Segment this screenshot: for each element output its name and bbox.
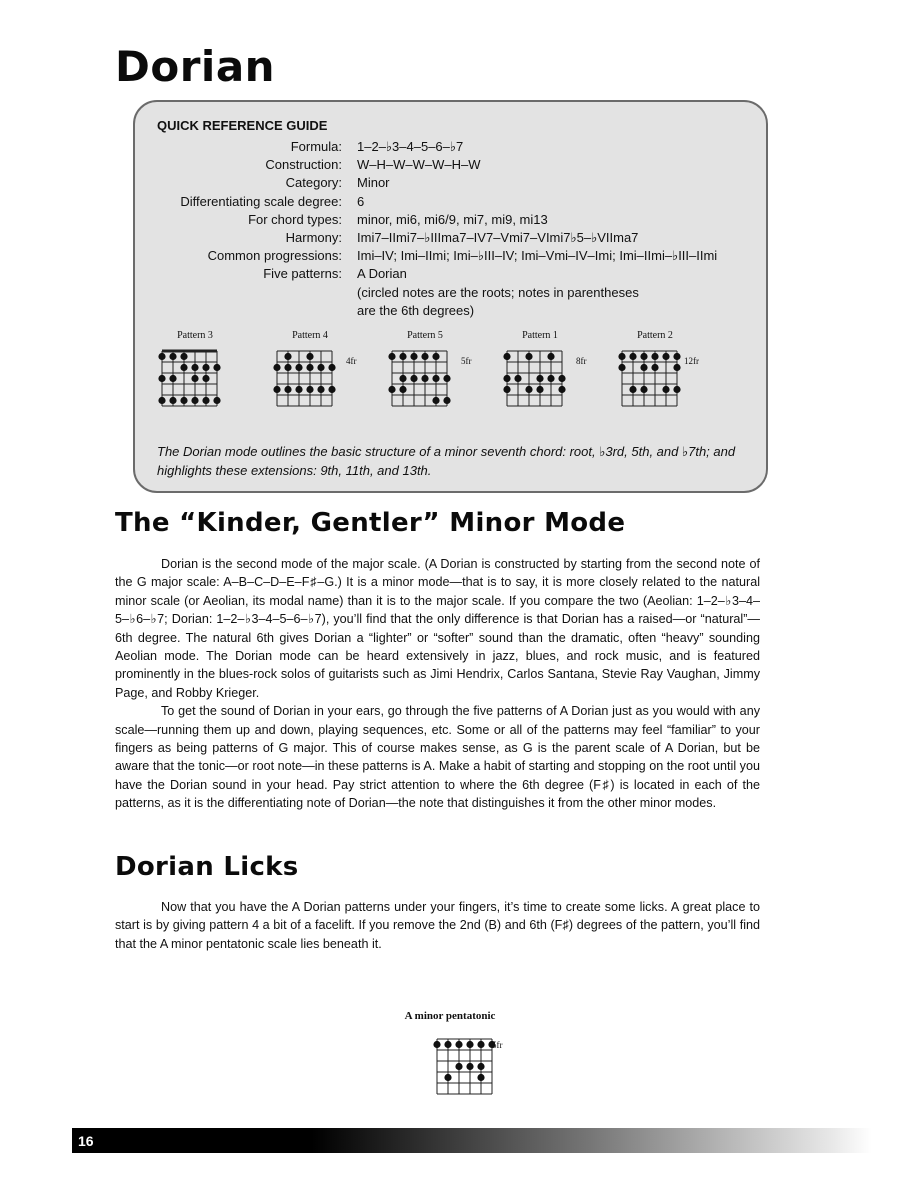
scale-note-dot: [191, 364, 198, 371]
qr-label-patterns: Five patterns:: [263, 266, 342, 282]
scale-note-dot: [295, 386, 302, 393]
scale-note-dot: [306, 364, 313, 371]
qr-value-construction: W–H–W–W–W–H–W: [357, 157, 481, 173]
scale-note-dot: [547, 375, 554, 382]
scale-note-dot: [662, 386, 669, 393]
pattern-5-fret-label: 5fr: [461, 356, 472, 366]
scale-note-dot: [673, 364, 680, 371]
scale-note-dot: [477, 1041, 484, 1048]
pattern-title: Pattern 4: [292, 330, 328, 341]
scale-note-dot: [455, 1063, 462, 1070]
scale-note-dot: [410, 353, 417, 360]
fretboard-diagram: [140, 347, 250, 409]
scale-note-dot: [295, 364, 302, 371]
pentatonic-title: A minor pentatonic: [404, 1010, 496, 1022]
qr-label-progressions: Common progressions:: [207, 248, 342, 264]
scale-note-dot: [640, 353, 647, 360]
qr-value-patterns: A Dorian: [357, 266, 407, 282]
qr-label-differentiating: Differentiating scale degree:: [180, 193, 342, 209]
scale-note-dot: [191, 397, 198, 404]
scale-note-dot: [514, 375, 521, 382]
scale-note-dot: [317, 386, 324, 393]
pattern-5-diagram: [370, 330, 480, 409]
scale-note-dot: [503, 375, 510, 382]
scale-note-dot: [158, 353, 165, 360]
scale-note-dot: [536, 375, 543, 382]
scale-note-dot: [629, 353, 636, 360]
qr-label-chord-types: For chord types:: [248, 211, 342, 227]
scale-note-dot: [558, 386, 565, 393]
qr-value-category: Minor: [357, 175, 390, 191]
scale-note-dot: [202, 397, 209, 404]
scale-note-dot: [547, 353, 554, 360]
scale-note-dot: [213, 397, 220, 404]
scale-note-dot: [317, 364, 324, 371]
section-heading-minor-mode: The “Kinder, Gentler” Minor Mode: [115, 508, 626, 538]
scale-note-dot: [640, 386, 647, 393]
scale-note-dot: [618, 364, 625, 371]
scale-note-dot: [421, 353, 428, 360]
pattern-2-fret-label: 12fr: [684, 356, 699, 366]
scale-note-dot: [399, 386, 406, 393]
scale-note-dot: [477, 1074, 484, 1081]
scale-note-dot: [503, 353, 510, 360]
scale-note-dot: [432, 375, 439, 382]
scale-note-dot: [443, 397, 450, 404]
qr-value-formula: 1–2–♭3–4–5–6–♭7: [357, 139, 464, 154]
scale-note-dot: [158, 397, 165, 404]
scale-note-dot: [536, 386, 543, 393]
page-number: 16: [78, 1133, 94, 1149]
scale-note-dot: [432, 353, 439, 360]
scale-note-dot: [673, 386, 680, 393]
scale-note-dot: [169, 353, 176, 360]
scale-note-dot: [444, 1041, 451, 1048]
scale-note-dot: [558, 375, 565, 382]
scale-note-dot: [399, 353, 406, 360]
scale-note-dot: [525, 353, 532, 360]
scale-note-dot: [273, 364, 280, 371]
scale-note-dot: [433, 1041, 440, 1048]
qr-label-construction: Construction:: [265, 157, 342, 173]
qr-value-progressions: Imi–IV; Imi–IImi; Imi–♭III–IV; Imi–Vmi–IV–Imi; Imi–IImi–♭III–IImi: [357, 248, 718, 264]
quick-reference-values: [357, 138, 762, 320]
scale-note-dot: [202, 364, 209, 371]
section-heading-dorian-licks: Dorian Licks: [115, 852, 299, 882]
scale-note-dot: [477, 1063, 484, 1070]
scale-note-dot: [328, 386, 335, 393]
section-minor-mode-body: [115, 555, 760, 813]
scale-note-dot: [432, 397, 439, 404]
qr-patterns-note-1: (circled notes are the roots; notes in parentheses: [357, 284, 639, 300]
qr-label-formula: Formula:: [290, 139, 342, 154]
qr-value-differentiating: 6: [357, 193, 365, 209]
pattern-title: Pattern 5: [407, 330, 443, 341]
scale-note-dot: [651, 364, 658, 371]
scale-note-dot: [158, 375, 165, 382]
scale-note-dot: [284, 353, 291, 360]
scale-note-dot: [455, 1041, 462, 1048]
pattern-3-diagram: [140, 330, 250, 409]
pattern-2-diagram: [600, 330, 710, 409]
scale-note-dot: [388, 386, 395, 393]
scale-note-dot: [673, 353, 680, 360]
pattern-4-fret-label: 4fr: [346, 356, 357, 366]
pattern-title: Pattern 2: [637, 330, 673, 341]
scale-note-dot: [525, 386, 532, 393]
pattern-title: Pattern 1: [522, 330, 558, 341]
pattern-title: Pattern 3: [177, 330, 213, 341]
pattern-1-diagram: [485, 330, 595, 409]
paragraph: Now that you have the A Dorian patterns under your fingers, it’s time to create some licks. A great place to start is by giving pattern 4 a bit of a facelift. If you remove the 2nd (B) and 6th (F♯) degrees of the pattern, you’ll find that the A minor pentatonic scale lies beneath it.: [115, 900, 760, 951]
scale-note-dot: [662, 353, 669, 360]
paragraph: Dorian is the second mode of the major scale. (A Dorian is constructed by starting from the second note of the G major scale: A–B–C–D–E–F♯–G.) It is a minor mode—that is to say, it is more closely related to the natural minor scale (or Aeolian, its modal name) than it is to the major scale. If you compare the two (Aeolian: 1–2–♭3–4–5–♭6–♭7; Dorian: 1–2–♭3–4–5–6–♭7), you’ll find that the only difference is that Dorian has a raised—or “natural”—6th degree. The natural 6th gives Dorian a “lighter” or “softer” sound than the dramatic, often “heavy” sounding Aeolian mode. The Dorian mode can be heard extensively in jazz, blues, and rock music, and is featured prominently in the blues-rock solos of guitarists such as Jimi Hendrix, Carlos Santana, Stevie Ray Vaughan, Jimmy Page, and Robby Krieger.: [115, 557, 760, 700]
qr-label-category: Category:: [285, 175, 342, 191]
scale-note-dot: [640, 364, 647, 371]
scale-note-dot: [306, 386, 313, 393]
qr-patterns-note-2: are the 6th degrees): [357, 302, 475, 318]
scale-note-dot: [273, 386, 280, 393]
pattern-1-fret-label: 8fr: [576, 356, 587, 366]
scale-note-dot: [388, 353, 395, 360]
section-dorian-licks-body: [115, 898, 760, 953]
scale-note-dot: [169, 397, 176, 404]
page-title: Dorian: [115, 42, 276, 91]
scale-note-dot: [443, 375, 450, 382]
paragraph: To get the sound of Dorian in your ears, go through the five patterns of A Dorian just as you would with any scale—running them up and down, playing sequences, etc. Some or all of the patterns may feel “familiar” to your fingers as being patterns of G major. This of course makes sense, as G is the parent scale of A Dorian, but be aware that the tonic—or root note—in these patterns is A. Make a habit of starting and stopping on the root until you have the Dorian sound in your head. Pay strict attention to where the 6th degree (F♯) is located in each of the patterns, as it is the differentiating note of Dorian—the note that distinguishes it from the other minor modes.: [115, 704, 760, 811]
scale-note-dot: [180, 397, 187, 404]
quick-reference-labels: [140, 138, 342, 284]
scale-note-dot: [618, 353, 625, 360]
quick-reference-summary: The Dorian mode outlines the basic structure of a minor seventh chord: root, ♭3rd, 5th, and ♭7th; and highlights these extensions: 9th, 11th, and 13th.: [157, 444, 736, 478]
scale-note-dot: [629, 386, 636, 393]
scale-note-dot: [328, 364, 335, 371]
scale-note-dot: [180, 364, 187, 371]
scale-note-dot: [169, 375, 176, 382]
pattern-4-diagram: [255, 330, 365, 409]
scale-note-dot: [202, 375, 209, 382]
footer-bar: [72, 1128, 872, 1153]
qr-label-harmony: Harmony:: [285, 229, 342, 245]
scale-note-dot: [503, 386, 510, 393]
qr-value-chord-types: minor, mi6, mi6/9, mi7, mi9, mi13: [357, 211, 548, 227]
scale-note-dot: [284, 386, 291, 393]
scale-note-dot: [444, 1074, 451, 1081]
pentatonic-fretboard-diagram: [415, 1035, 495, 1097]
scale-note-dot: [191, 375, 198, 382]
scale-note-dot: [180, 353, 187, 360]
scale-note-dot: [466, 1041, 473, 1048]
scale-note-dot: [410, 375, 417, 382]
pentatonic-fret-label: 5fr: [492, 1040, 503, 1050]
qr-value-harmony: Imi7–IImi7–♭IIIma7–IV7–Vmi7–VImi7♭5–♭VIIma7: [357, 229, 639, 245]
quick-reference-heading: QUICK REFERENCE GUIDE: [157, 118, 328, 133]
scale-note-dot: [213, 364, 220, 371]
scale-note-dot: [399, 375, 406, 382]
scale-note-dot: [466, 1063, 473, 1070]
scale-note-dot: [651, 353, 658, 360]
scale-note-dot: [284, 364, 291, 371]
scale-note-dot: [421, 375, 428, 382]
scale-note-dot: [306, 353, 313, 360]
